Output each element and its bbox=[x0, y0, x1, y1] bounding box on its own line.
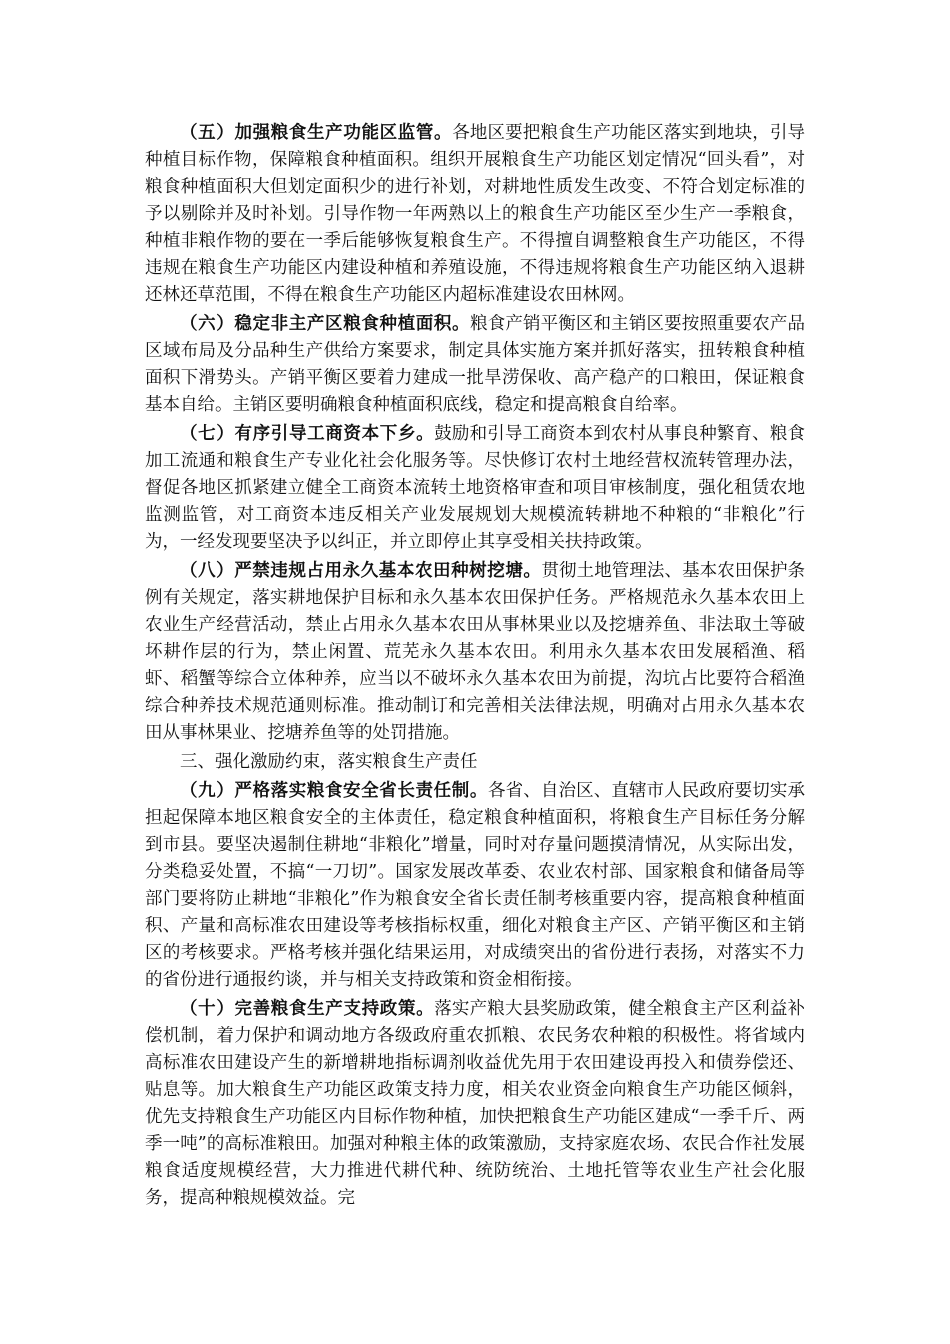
paragraph-body: 落实产粮大县奖励政策，健全粮食主产区利益补偿机制，着力保护和调动地方各级政府重农抓粮、农民务农种粮的积极性。将省域内高标准农田建设产生的新增耕地指标调剂收益优先用于农田建设再投入和债券偿还、贴息等。加大粮食生产功能区政策支持力度，相关农业资金向粮食生产功能区倾斜，优先支持粮食生产功能区内目标作物种植，加快把粮食生产功能区建成“一季千斤、两季一吨”的高标准粮田。加强对种粮主体的政策激励，支持家庭农场、农民合作社发展粮食适度规模经营，大力推进代耕代种、统防统治、土地托管等农业生产社会化服务，提高种粮规模效益。完 bbox=[145, 999, 805, 1208]
paragraph-lead: （十）完善粮食生产支持政策。 bbox=[180, 999, 435, 1019]
paragraph-7 bbox=[145, 421, 805, 556]
paragraph-body: 粮食产销平衡区和主销区要按照重要农产品区域布局及分品种生产供给方案要求，制定具体实施方案并抓好落实，扭转粮食种植面积下滑势头。产销平衡区要着力建成一批旱涝保收、高产稳产的口粮田，保证粮食基本自给。主销区要明确粮食种植面积底线，稳定和提高粮食自给率。 bbox=[145, 314, 806, 415]
section-heading: 三、强化激励约束，落实粮食生产责任 bbox=[180, 752, 478, 772]
paragraph-8 bbox=[145, 558, 805, 747]
paragraph-lead: （九）严格落实粮食安全省长责任制。 bbox=[180, 781, 488, 801]
paragraph-10 bbox=[145, 996, 805, 1212]
paragraph-lead: （五）加强粮食生产功能区监管。 bbox=[180, 123, 453, 143]
paragraph-9 bbox=[145, 778, 805, 994]
paragraph-body: 贯彻土地管理法、基本农田保护条例有关规定，落实耕地保护目标和永久基本农田保护任务。严格规范永久基本农田上农业生产经营活动，禁止占用永久基本农田从事林果业以及挖塘养鱼、非法取土等破坏耕作层的行为，禁止闲置、荒芜永久基本农田。利用永久基本农田发展稻渔、稻虾、稻蟹等综合立体种养，应当以不破坏永久基本农田为前提，沟坑占比要符合稻渔综合种养技术规范通则标准。推动制订和完善相关法律法规，明确对占用永久基本农田从事林果业、挖塘养鱼等的处罚措施。 bbox=[145, 561, 806, 743]
paragraph-lead: （六）稳定非主产区粮食种植面积。 bbox=[180, 314, 471, 334]
paragraph-body: 鼓励和引导工商资本到农村从事良种繁育、粮食加工流通和粮食生产专业化社会化服务等。尽快修订农村土地经营权流转管理办法，督促各地区抓紧建立健全工商资本流转土地资格审查和项目审核制度，强化租赁农地监测监管，对工商资本违反相关产业发展规划大规模流转耕地不种粮的“非粮化”行为，一经发现要坚决予以纠正，并立即停止其享受相关扶持政策。 bbox=[145, 424, 805, 552]
document-page bbox=[145, 120, 805, 1214]
paragraph-body: 各地区要把粮食生产功能区落实到地块，引导种植目标作物，保障粮食种植面积。组织开展粮食生产功能区划定情况“回头看”，对粮食种植面积大但划定面积少的进行补划，对耕地性质发生改变、不符合划定标准的予以剔除并及时补划。引导作物一年两熟以上的粮食生产功能区至少生产一季粮食，种植非粮作物的要在一季后能够恢复粮食生产。不得擅自调整粮食生产功能区，不得违规在粮食生产功能区内建设种植和养殖设施，不得违规将粮食生产功能区纳入退耕还林还草范围，不得在粮食生产功能区内超标准建设农田林网。 bbox=[145, 123, 806, 305]
paragraph-6 bbox=[145, 311, 805, 419]
paragraph-lead: （八）严禁违规占用永久基本农田种树挖塘。 bbox=[180, 561, 542, 581]
paragraph-5 bbox=[145, 120, 805, 309]
paragraph-lead: （七）有序引导工商资本下乡。 bbox=[180, 424, 435, 444]
paragraph-body: 各省、自治区、直辖市人民政府要切实承担起保障本地区粮食安全的主体责任，稳定粮食种植面积，将粮食生产目标任务分解到市县。要坚决遏制住耕地“非粮化”增量，同时对存量问题摸清情况，从实际出发，分类稳妥处置，不搞“一刀切”。国家发展改革委、农业农村部、国家粮食和储备局等部门要将防止耕地“非粮化”作为粮食安全省长责任制考核重要内容，提高粮食种植面积、产量和高标准农田建设等考核指标权重，细化对粮食主产区、产销平衡区和主销区的考核要求。严格考核并强化结果运用，对成绩突出的省份进行表扬，对落实不力的省份进行通报约谈，并与相关支持政策和资金相衔接。 bbox=[145, 781, 805, 990]
